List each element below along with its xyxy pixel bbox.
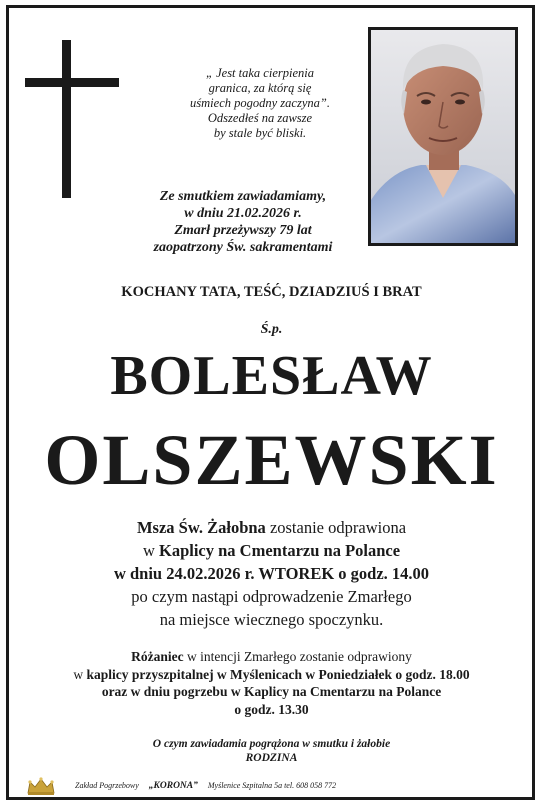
rosary-line — [0, 666, 543, 684]
rosary-line — [0, 648, 543, 666]
mass-line — [0, 539, 543, 562]
announcement-line: w dniu 21.02.2026 r. — [184, 206, 302, 221]
mass-text: w — [142, 541, 159, 560]
rosary-title: Różaniec — [131, 649, 184, 664]
rosary-info — [0, 648, 543, 718]
deceased-last-name: OLSZEWSKI — [44, 420, 499, 500]
crown-icon — [26, 776, 56, 796]
quote-line: „ Jest taka cierpienia — [206, 66, 314, 80]
mass-location: Kaplicy na Cmentarzu na Polance — [158, 541, 401, 560]
company-name: „KORONA” — [148, 781, 198, 791]
mass-text: na miejsce wiecznego spoczynku. — [159, 610, 384, 629]
rosary-text: w — [73, 666, 87, 682]
rosary-time: o godz. 13.30 — [234, 701, 309, 717]
honorific: Ś.p. — [260, 322, 283, 337]
mass-text: zostanie odprawiona — [265, 518, 407, 537]
quote-poem — [150, 66, 370, 141]
closing-family: RODZINA — [245, 752, 298, 764]
family-relation: KOCHANY TATA, TEŚĆ, DZIADZIUŚ I BRAT — [121, 284, 422, 300]
company-label: Zakład Pogrzebowy — [75, 781, 139, 790]
funeral-home-footer — [20, 776, 490, 798]
announcement-line: Ze smutkiem zawiadamiamy, — [159, 189, 327, 204]
deceased-photo — [368, 27, 518, 246]
quote-line: uśmiech pogodny zaczyna”. — [190, 96, 330, 110]
announcement-line: zaopatrzony Św. sakramentami — [153, 240, 333, 255]
company-address: Myślenice Szpitalna 5a tel. 608 058 772 — [207, 781, 337, 790]
quote-line: granica, za którą się — [208, 81, 312, 95]
mass-date: w dniu 24.02.2026 r. WTOREK o godz. 14.00 — [113, 564, 430, 583]
rosary-text: oraz w dniu pogrzebu w Kaplicy na Cmentarzu na Polance — [101, 684, 442, 699]
mass-line — [0, 516, 543, 539]
funeral-mass-info — [0, 516, 543, 631]
rosary-location: kaplicy przyszpitalnej w Myślenicach w Poniedziałek o godz. 18.00 — [86, 666, 470, 682]
deceased-first-name: BOLESŁAW — [110, 345, 433, 407]
quote-line: Odszedłeś na zawsze — [207, 111, 313, 125]
rosary-text: w intencji Zmarłego zostanie odprawiony — [183, 649, 412, 664]
death-announcement — [112, 188, 374, 256]
family-signature — [0, 737, 543, 765]
closing-line: O czym zawiadamia pogrążona w smutku i żałobie — [152, 738, 391, 750]
quote-line: by stale być bliski. — [213, 126, 307, 140]
mass-text: po czym nastąpi odprowadzenie Zmarłego — [131, 587, 412, 606]
mass-title: Msza Św. Żałobna — [136, 518, 266, 537]
announcement-line: Zmarł przeżywszy 79 lat — [174, 223, 312, 238]
